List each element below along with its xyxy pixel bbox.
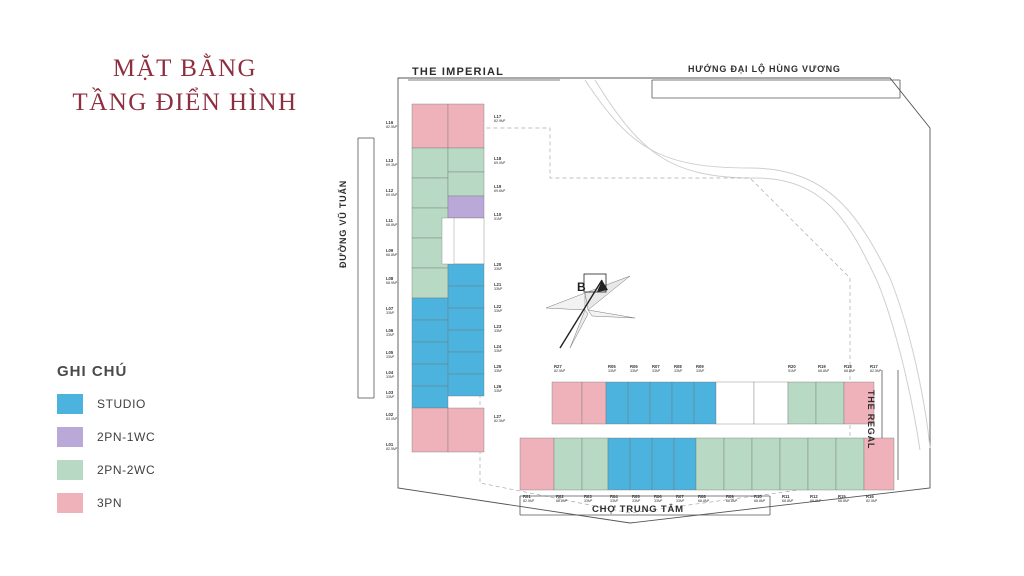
unit-label-L25: L25 33M² bbox=[494, 364, 503, 374]
right-top-block bbox=[552, 382, 874, 424]
unit-label-L09: L09 68.8M² bbox=[386, 248, 398, 258]
left-tower bbox=[412, 104, 484, 452]
legend-item-2pn2wc bbox=[57, 460, 272, 480]
compass-rose bbox=[546, 274, 635, 348]
legend-label-studio: STUDIO bbox=[97, 397, 146, 411]
label-the-regal: THE REGAL bbox=[866, 390, 876, 450]
unit-label-L26: L26 33M² bbox=[494, 384, 503, 394]
unit-label-L11: L11 68.8M² bbox=[386, 218, 398, 228]
legend-label-3pn: 3PN bbox=[97, 496, 123, 510]
unit-label-L22: L22 33M² bbox=[494, 304, 503, 314]
unit-label-L04: L04 33M² bbox=[386, 370, 395, 380]
unit-label-R01: R01 82.5M² bbox=[523, 494, 535, 504]
unit-label-R19: R19 68.8M² bbox=[818, 364, 830, 374]
unit-label-R09-top: R09 33M² bbox=[696, 364, 705, 374]
compass-north-label: B bbox=[577, 280, 586, 294]
right-bottom-block bbox=[520, 438, 894, 490]
legend-item-studio bbox=[57, 394, 272, 414]
unit-label-L23: L23 33M² bbox=[494, 324, 503, 334]
unit-label-L21: L21 33M² bbox=[494, 282, 503, 292]
page-title-line1: MẶT BẰNG bbox=[112, 55, 258, 82]
legend-label-2pn1wc: 2PN-1WC bbox=[97, 430, 156, 444]
label-the-imperial: THE IMPERIAL bbox=[412, 66, 505, 78]
legend bbox=[57, 363, 272, 526]
unit-label-R12: R12 68.8M² bbox=[810, 494, 822, 504]
unit-label-L18: L18 69.0M² bbox=[494, 156, 506, 166]
unit-label-L02: L02 83.0M² bbox=[386, 412, 398, 422]
unit-label-R20: R20 51M² bbox=[788, 364, 797, 374]
page-title bbox=[40, 52, 330, 120]
legend-swatch-2pn2wc bbox=[57, 460, 83, 480]
unit-label-R05-top: R05 33M² bbox=[608, 364, 617, 374]
label-street: ĐƯỜNG VŨ TUẤN bbox=[338, 179, 348, 268]
site-plan bbox=[330, 18, 1020, 563]
unit-label-L27: L27 82.5M² bbox=[494, 414, 506, 424]
unit-label-R11: R11 68.8M² bbox=[782, 494, 794, 504]
unit-label-R27: R27 82.5M² bbox=[554, 364, 566, 374]
unit-label-R02: R02 68.8M² bbox=[556, 494, 568, 504]
unit-label-R07-top: R07 33M² bbox=[652, 364, 661, 374]
unit-label-R15: R15 68.8M² bbox=[838, 494, 850, 504]
unit-label-R03: R03 33M² bbox=[584, 494, 593, 504]
unit-label-L03: L03 33M² bbox=[386, 390, 395, 400]
unit-label-L06: L06 33M² bbox=[386, 328, 395, 338]
site-plan-drawing bbox=[330, 18, 1020, 563]
unit-label-R07: R07 33M² bbox=[676, 494, 685, 504]
unit-label-L05: L05 33M² bbox=[386, 350, 395, 360]
unit-label-R06: R06 33M² bbox=[654, 494, 663, 504]
unit-label-L07: L07 33M² bbox=[386, 306, 395, 316]
unit-label-R06-top: R06 33M² bbox=[630, 364, 639, 374]
unit-label-R09: R09 68.8M² bbox=[726, 494, 738, 504]
unit-label-L12: L12 69.0M² bbox=[386, 188, 398, 198]
legend-item-3pn bbox=[57, 493, 272, 513]
unit-label-R10: R10 68.8M² bbox=[754, 494, 766, 504]
unit-label-L10: L10 51M² bbox=[494, 212, 503, 222]
legend-item-2pn1wc bbox=[57, 427, 272, 447]
legend-swatch-2pn1wc bbox=[57, 427, 83, 447]
unit-label-L16: L16 82.5M² bbox=[386, 120, 398, 130]
unit-label-R18: R18 68.8M² bbox=[844, 364, 856, 374]
unit-label-R08: R08 68.8M² bbox=[698, 494, 710, 504]
label-boulevard: HƯỚNG ĐẠI LỘ HÙNG VƯƠNG bbox=[688, 64, 841, 74]
page-title-line2: TẦNG ĐIỂN HÌNH bbox=[72, 88, 298, 116]
unit-label-R16: R16 82.5M² bbox=[866, 494, 878, 504]
unit-label-L17: L17 82.9M² bbox=[494, 114, 506, 124]
unit-label-L19: L19 69.6M² bbox=[494, 184, 506, 194]
unit-label-L24: L24 33M² bbox=[494, 344, 503, 354]
unit-label-R05: R05 33M² bbox=[632, 494, 641, 504]
unit-label-R17: R17 82.5M² bbox=[870, 364, 882, 374]
unit-label-R08-top: R08 33M² bbox=[674, 364, 683, 374]
unit-label-L13: L13 69.3M² bbox=[386, 158, 398, 168]
unit-label-L08: L08 68.9M² bbox=[386, 276, 398, 286]
legend-heading: GHI CHÚ bbox=[57, 363, 128, 380]
label-market: CHỢ TRUNG TÂM bbox=[592, 504, 684, 515]
legend-swatch-3pn bbox=[57, 493, 83, 513]
legend-swatch-studio bbox=[57, 394, 83, 414]
unit-label-L20: L20 33M² bbox=[494, 262, 503, 272]
legend-label-2pn2wc: 2PN-2WC bbox=[97, 463, 156, 477]
unit-label-L01: L01 82.5M² bbox=[386, 442, 398, 452]
unit-label-R04: R04 33M² bbox=[610, 494, 619, 504]
